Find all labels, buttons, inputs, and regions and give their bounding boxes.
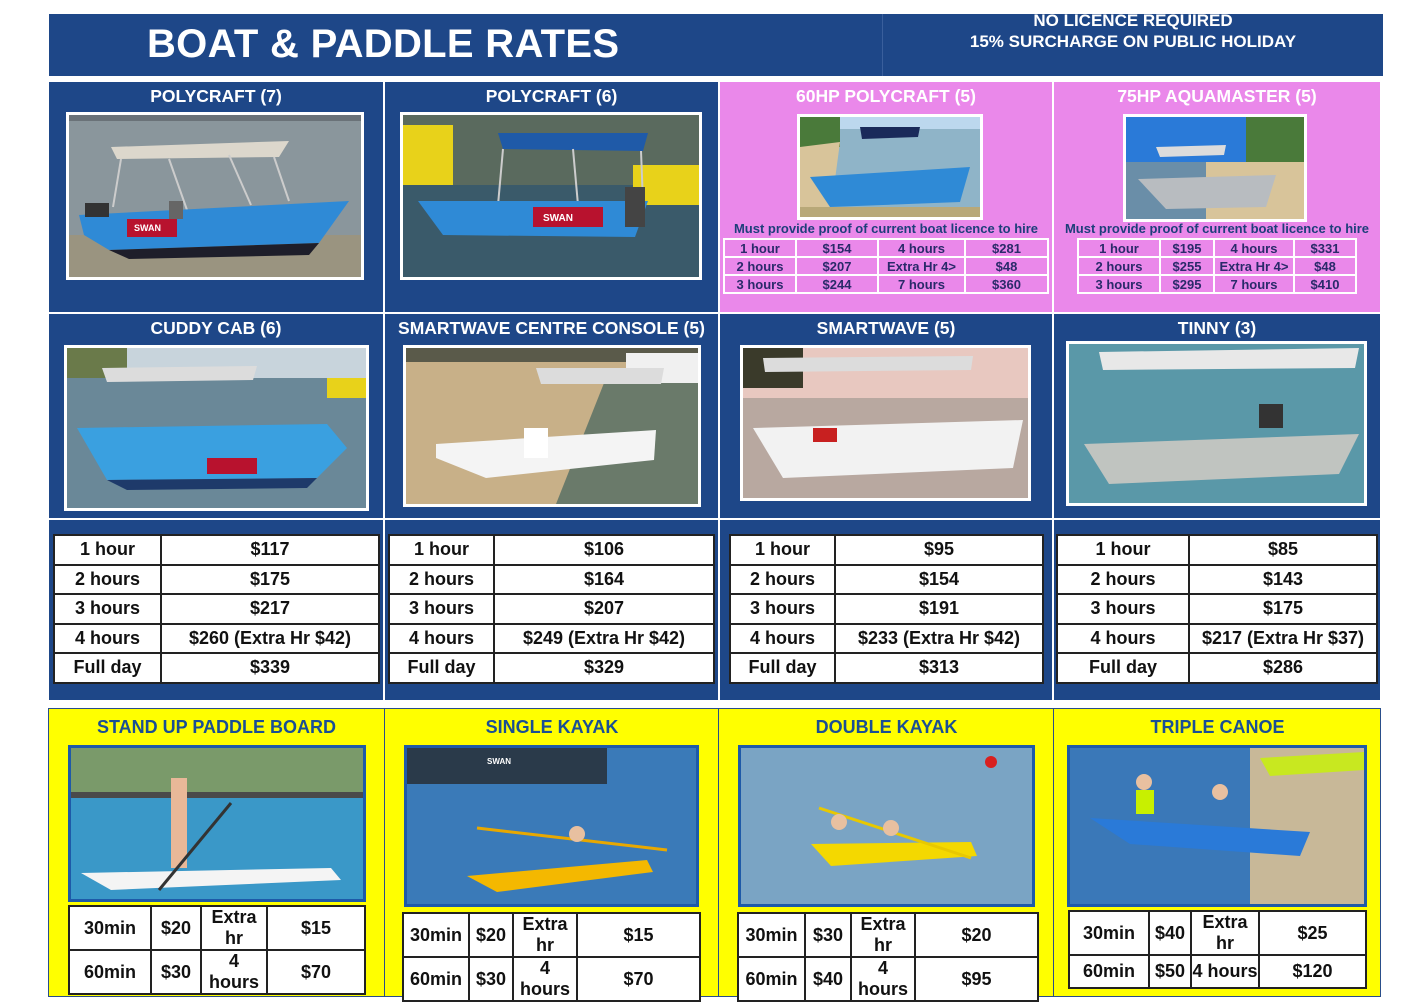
table-row — [69, 906, 365, 950]
table-row — [403, 913, 700, 957]
duration: Full day — [730, 653, 835, 683]
price: $329 — [494, 653, 714, 683]
price: $360 — [965, 275, 1048, 293]
price: $40 — [805, 957, 851, 1001]
rates-table-single-kayak — [402, 912, 701, 1002]
table-row — [54, 624, 379, 654]
boat-name: POLYCRAFT (6) — [485, 86, 618, 106]
price: $195 — [1160, 239, 1214, 257]
boat-name: CUDDY CAB (6) — [150, 318, 282, 338]
table-row — [1057, 624, 1377, 654]
page-title: BOAT & PADDLE RATES — [147, 22, 620, 66]
price: $207 — [796, 257, 878, 275]
table-row — [724, 275, 1048, 293]
rates-table-sup — [68, 905, 366, 995]
price: $233 (Extra Hr $42) — [835, 624, 1043, 654]
boat-name: SMARTWAVE CENTRE CONSOLE (5) — [398, 318, 705, 338]
duration: 7 hours — [878, 275, 965, 293]
duration: 1 hour — [730, 535, 835, 565]
price: $260 (Extra Hr $42) — [161, 624, 379, 654]
boat-photo-75hp-aquamaster — [1123, 114, 1307, 222]
duration: 2 hours — [1078, 257, 1160, 275]
price: $249 (Extra Hr $42) — [494, 624, 714, 654]
price: $30 — [805, 913, 851, 957]
boat-card-tinny — [1054, 314, 1380, 518]
page-header — [49, 11, 1383, 76]
paddle-card-sup — [49, 709, 385, 996]
rates-table-75hp-aquamaster — [1077, 238, 1357, 294]
duration: Extra Hr 4> — [878, 257, 965, 275]
duration: 1 hour — [724, 239, 796, 257]
duration: 7 hours — [1214, 275, 1294, 293]
rates-table-smartwave — [729, 534, 1044, 684]
single-kayak-image — [407, 748, 696, 904]
duration: Extra hr — [201, 906, 267, 950]
duration: 4 hours — [201, 950, 267, 994]
boat-photo-smartwave — [740, 345, 1031, 501]
table-row — [1078, 275, 1356, 293]
price: $410 — [1294, 275, 1356, 293]
rates-table-tinny — [1056, 534, 1378, 684]
price: $15 — [267, 906, 365, 950]
duration: Extra hr — [1191, 911, 1259, 955]
duration: 3 hours — [724, 275, 796, 293]
price: $281 — [965, 239, 1048, 257]
table-row — [738, 913, 1038, 957]
boat-photo-cuddy-cab — [64, 345, 369, 511]
duration: Full day — [389, 653, 494, 683]
duration: 3 hours — [54, 594, 161, 624]
paddle-name: SINGLE KAYAK — [485, 717, 619, 737]
price: $143 — [1189, 565, 1377, 595]
duration: Full day — [54, 653, 161, 683]
table-row — [403, 957, 700, 1001]
price: $20 — [915, 913, 1038, 957]
price: $48 — [965, 257, 1048, 275]
paddle-board-image — [71, 748, 363, 899]
price: $40 — [1149, 911, 1191, 955]
duration: 4 hours — [730, 624, 835, 654]
boat-name: POLYCRAFT (7) — [150, 86, 282, 106]
table-row — [1069, 955, 1366, 988]
duration: 60min — [1069, 955, 1149, 988]
duration: 4 hours — [851, 957, 915, 1001]
duration: 30min — [738, 913, 805, 957]
duration: 2 hours — [54, 565, 161, 595]
duration: 2 hours — [730, 565, 835, 595]
paddle-card-triple-canoe — [1055, 709, 1380, 996]
price: $50 — [1149, 955, 1191, 988]
rates-table-smartwave-centre-console — [388, 534, 715, 684]
table-row — [389, 653, 714, 683]
blue-boat-on-beach-image — [800, 117, 980, 217]
licence-required-note: Must provide proof of current boat licence to hire — [733, 221, 1039, 236]
duration: 4 hours — [389, 624, 494, 654]
boat-photo-polycraft-7 — [66, 112, 364, 280]
duration: 4 hours — [54, 624, 161, 654]
table-row — [730, 624, 1043, 654]
paddle-card-single-kayak — [386, 709, 719, 999]
table-row — [1057, 565, 1377, 595]
paddle-name: TRIPLE CANOE — [1150, 717, 1285, 737]
notice-no-licence: NO LICENCE REQUIRED — [1033, 11, 1233, 30]
rates-table-60hp-polycraft — [723, 238, 1049, 294]
price: $295 — [1160, 275, 1214, 293]
table-row — [389, 535, 714, 565]
paddle-photo-double-kayak — [738, 745, 1035, 907]
boat-card-polycraft-6 — [385, 82, 718, 312]
duration: 2 hours — [1057, 565, 1189, 595]
price: $20 — [469, 913, 513, 957]
duration: 60min — [738, 957, 805, 1001]
duration: Extra Hr 4> — [1214, 257, 1294, 275]
duration: 4 hours — [878, 239, 965, 257]
price: $25 — [1259, 911, 1366, 955]
table-row — [1078, 239, 1356, 257]
duration: 2 hours — [724, 257, 796, 275]
paddle-photo-triple-canoe — [1067, 745, 1367, 907]
duration: 3 hours — [1078, 275, 1160, 293]
duration: 3 hours — [1057, 594, 1189, 624]
price: $217 (Extra Hr $37) — [1189, 624, 1377, 654]
price: $95 — [915, 957, 1038, 1001]
rates-table-triple-canoe — [1068, 910, 1367, 989]
duration: Extra hr — [513, 913, 577, 957]
price: $207 — [494, 594, 714, 624]
price: $120 — [1259, 955, 1366, 988]
boat-photo-60hp-polycraft — [797, 114, 983, 220]
table-row — [1057, 653, 1377, 683]
duration: 60min — [403, 957, 469, 1001]
table-row — [730, 565, 1043, 595]
table-row — [1057, 535, 1377, 565]
notice-surcharge: 15% SURCHARGE ON PUBLIC HOLIDAY — [969, 32, 1297, 51]
boat-photo-polycraft-6 — [400, 112, 702, 280]
boat-name: 75HP AQUAMASTER (5) — [1117, 86, 1317, 106]
duration: 4 hours — [1214, 239, 1294, 257]
cuddy-cab-boat-image — [67, 348, 366, 508]
price: $154 — [835, 565, 1043, 595]
table-row — [724, 239, 1048, 257]
boat-card-polycraft-7 — [49, 82, 383, 312]
price: $331 — [1294, 239, 1356, 257]
table-row — [1069, 911, 1366, 955]
price: $117 — [161, 535, 379, 565]
duration: 30min — [69, 906, 151, 950]
duration: Extra hr — [851, 913, 915, 957]
table-row — [54, 653, 379, 683]
paddle-name: DOUBLE KAYAK — [815, 717, 958, 737]
boat-card-smartwave-centre-console — [385, 314, 718, 518]
boat-card-cuddy-cab — [49, 314, 383, 518]
price: $217 — [161, 594, 379, 624]
triple-canoe-image — [1070, 748, 1364, 904]
price: $85 — [1189, 535, 1377, 565]
paddle-photo-single-kayak — [404, 745, 699, 907]
duration: 1 hour — [389, 535, 494, 565]
blue-boat-image — [69, 115, 361, 277]
duration: 4 hours — [513, 957, 577, 1001]
price: $20 — [151, 906, 201, 950]
rates-table-cuddy-cab — [53, 534, 380, 684]
table-row — [730, 594, 1043, 624]
rates-panel-tinny — [1054, 520, 1380, 700]
double-kayak-image — [741, 748, 1032, 904]
price: $286 — [1189, 653, 1377, 683]
price: $30 — [151, 950, 201, 994]
table-row — [389, 624, 714, 654]
price: $313 — [835, 653, 1043, 683]
duration: Full day — [1057, 653, 1189, 683]
table-row — [724, 257, 1048, 275]
duration: 2 hours — [389, 565, 494, 595]
price: $30 — [469, 957, 513, 1001]
svg-text:SWAN: SWAN — [543, 213, 573, 224]
price: $175 — [1189, 594, 1377, 624]
duration: 4 hours — [1057, 624, 1189, 654]
blue-boat-image — [403, 115, 699, 277]
paddle-photo-sup — [68, 745, 366, 902]
price: $244 — [796, 275, 878, 293]
boat-photo-smartwave-centre-console — [403, 345, 701, 507]
table-row — [1057, 594, 1377, 624]
duration: 1 hour — [1078, 239, 1160, 257]
price: $106 — [494, 535, 714, 565]
boat-photo-tinny — [1066, 341, 1367, 506]
duration: 3 hours — [389, 594, 494, 624]
price: $154 — [796, 239, 878, 257]
table-row — [54, 565, 379, 595]
duration: 30min — [403, 913, 469, 957]
table-row — [738, 957, 1038, 1001]
boat-name: 60HP POLYCRAFT (5) — [796, 86, 976, 106]
duration: 4 hours — [1191, 955, 1259, 988]
price: $191 — [835, 594, 1043, 624]
white-boat-on-beach-image — [406, 348, 698, 504]
price: $15 — [577, 913, 700, 957]
table-row — [730, 535, 1043, 565]
table-row — [389, 594, 714, 624]
paddle-name: STAND UP PADDLE BOARD — [96, 717, 336, 737]
duration: 3 hours — [730, 594, 835, 624]
rates-table-double-kayak — [737, 912, 1039, 1002]
table-row — [730, 653, 1043, 683]
price: $339 — [161, 653, 379, 683]
price: $95 — [835, 535, 1043, 565]
licence-required-note: Must provide proof of current boat licence to hire — [1064, 221, 1370, 236]
price: $164 — [494, 565, 714, 595]
price: $175 — [161, 565, 379, 595]
price: $48 — [1294, 257, 1356, 275]
boat-card-75hp-aquamaster — [1054, 82, 1380, 312]
duration: 60min — [69, 950, 151, 994]
smartwave-boat-image — [743, 348, 1028, 498]
boat-card-60hp-polycraft — [720, 82, 1052, 312]
svg-text:SWAN: SWAN — [487, 757, 511, 766]
aluminium-boat-image — [1126, 117, 1304, 219]
table-row — [54, 594, 379, 624]
price: $70 — [577, 957, 700, 1001]
table-row — [1078, 257, 1356, 275]
boat-card-smartwave — [720, 314, 1052, 518]
boat-name: SMARTWAVE (5) — [816, 318, 956, 338]
rates-panel-smartwave — [720, 520, 1052, 700]
svg-text:SWAN: SWAN — [134, 223, 161, 233]
header-notice — [883, 10, 1383, 52]
duration: 1 hour — [1057, 535, 1189, 565]
price: $255 — [1160, 257, 1214, 275]
paddle-card-double-kayak — [720, 709, 1054, 999]
table-row — [69, 950, 365, 994]
tinny-boat-image — [1069, 344, 1364, 503]
rates-panel-cuddy-cab — [49, 520, 383, 700]
table-row — [54, 535, 379, 565]
rates-panel-smartwave-centre-console — [385, 520, 718, 700]
table-row — [389, 565, 714, 595]
duration: 1 hour — [54, 535, 161, 565]
duration: 30min — [1069, 911, 1149, 955]
boat-name: TINNY (3) — [1177, 318, 1257, 338]
price: $70 — [267, 950, 365, 994]
